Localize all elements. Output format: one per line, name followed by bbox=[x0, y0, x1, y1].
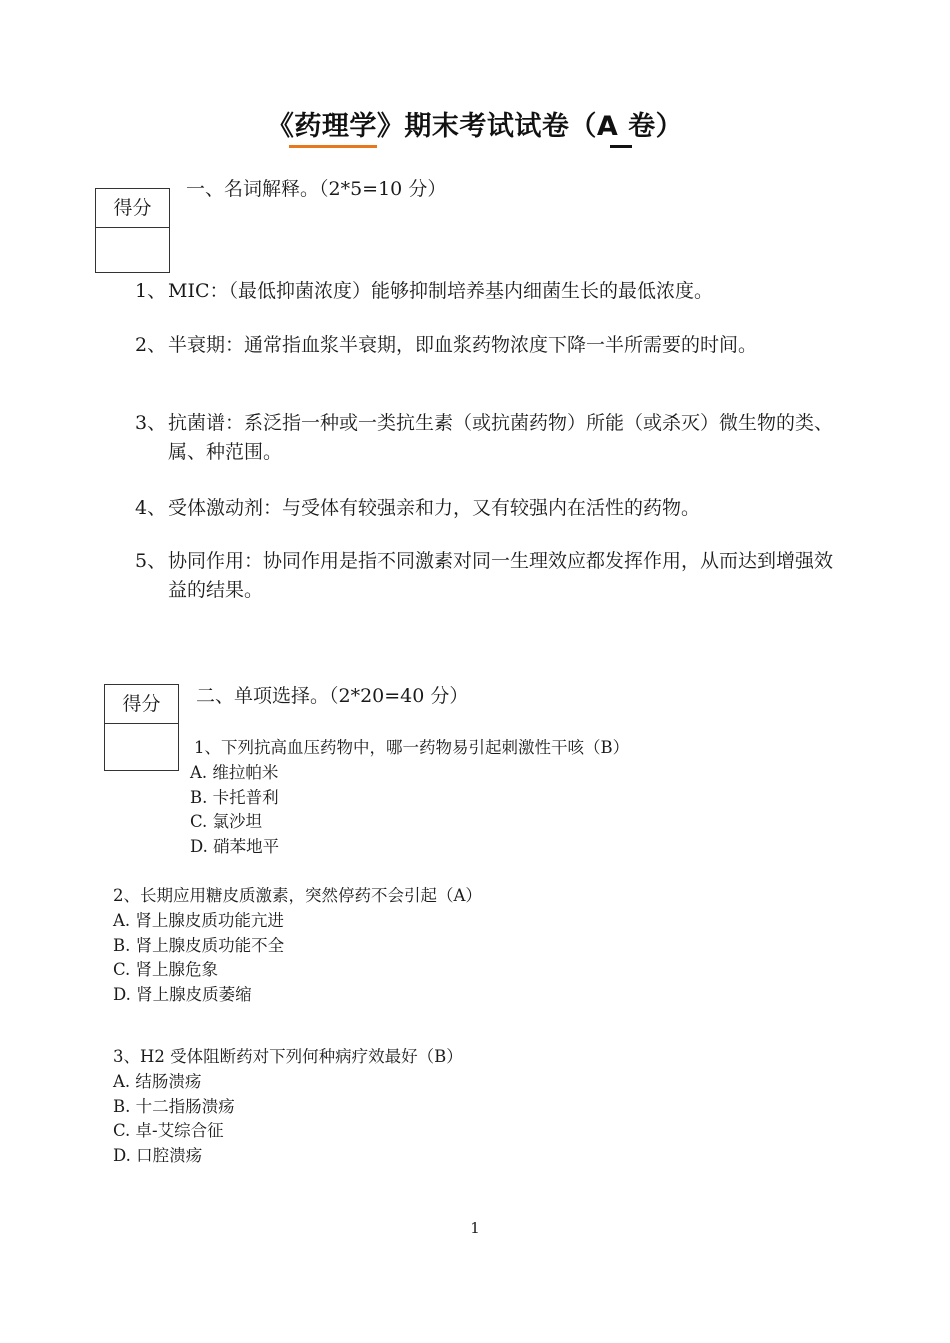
definition-number: 5、 bbox=[135, 550, 167, 572]
definition-text: 协同作用：协同作用是指不同激素对同一生理效应都发挥作用，从而达到增强效益的结果。 bbox=[168, 550, 834, 601]
question-option-c: C. 肾上腺危象 bbox=[113, 960, 219, 980]
question-2 bbox=[113, 884, 482, 1008]
question-3 bbox=[113, 1045, 463, 1169]
exam-title: 《药理学》期末考试试卷（A 卷） bbox=[266, 111, 684, 142]
question-option-a: A. 肾上腺皮质功能亢进 bbox=[113, 910, 284, 930]
page-number: 1 bbox=[470, 1219, 480, 1237]
section1-heading: 一、名词解释。（2*5=10 分） bbox=[186, 178, 447, 200]
question-option-b: B. 肾上腺皮质功能不全 bbox=[113, 935, 285, 955]
score-box-label: 得分 bbox=[96, 189, 169, 228]
definition-item-4 bbox=[135, 494, 855, 523]
section2-heading: 二、单项选择。（2*20=40 分） bbox=[196, 685, 469, 707]
definition-number: 2、 bbox=[135, 334, 167, 356]
definition-item-3 bbox=[135, 409, 835, 467]
question-option-c: C. 卓-艾综合征 bbox=[113, 1121, 224, 1141]
definition-item-5 bbox=[135, 547, 835, 605]
question-option-d: D. 硝苯地平 bbox=[190, 837, 280, 857]
definition-text: 半衰期：通常指血浆半衰期，即血浆药物浓度下降一半所需要的时间。 bbox=[168, 334, 758, 356]
score-box-section2 bbox=[104, 684, 179, 771]
definition-text: 抗菌谱：系泛指一种或一类抗生素（或抗菌药物）所能（或杀灭）微生物的类、属、种范围。 bbox=[168, 412, 834, 463]
question-option-d: D. 口腔溃疡 bbox=[113, 1146, 203, 1166]
question-option-c: C. 氯沙坦 bbox=[190, 812, 263, 832]
definition-number: 4、 bbox=[135, 497, 167, 519]
definition-item-2 bbox=[135, 331, 875, 360]
definition-text: 受体激动剂：与受体有较强亲和力，又有较强内在活性的药物。 bbox=[168, 497, 701, 519]
question-stem: 3、H2 受体阻断药对下列何种病疗效最好（B） bbox=[113, 1047, 463, 1066]
question-option-a: A. 结肠溃疡 bbox=[113, 1071, 202, 1091]
question-option-b: B. 卡托普利 bbox=[190, 787, 279, 807]
question-option-d: D. 肾上腺皮质萎缩 bbox=[113, 985, 252, 1005]
definition-number: 1、 bbox=[135, 280, 167, 302]
score-box-label: 得分 bbox=[105, 685, 178, 724]
title-underline-mark bbox=[610, 145, 632, 148]
definition-text: MIC：（最低抑菌浓度）能够抑制培养基内细菌生长的最低浓度。 bbox=[168, 280, 713, 302]
definition-item-1 bbox=[135, 277, 855, 306]
question-stem: 1、下列抗高血压药物中，哪一药物易引起刺激性干咳（B） bbox=[194, 738, 630, 757]
title-underline-accent bbox=[289, 145, 377, 148]
definition-number: 3、 bbox=[135, 412, 167, 434]
question-stem: 2、长期应用糖皮质激素，突然停药不会引起（A） bbox=[113, 886, 482, 905]
question-option-b: B. 十二指肠溃疡 bbox=[113, 1096, 235, 1116]
question-option-a: A. 维拉帕米 bbox=[190, 762, 279, 782]
score-box-section1 bbox=[95, 188, 170, 273]
question-1 bbox=[190, 736, 630, 860]
